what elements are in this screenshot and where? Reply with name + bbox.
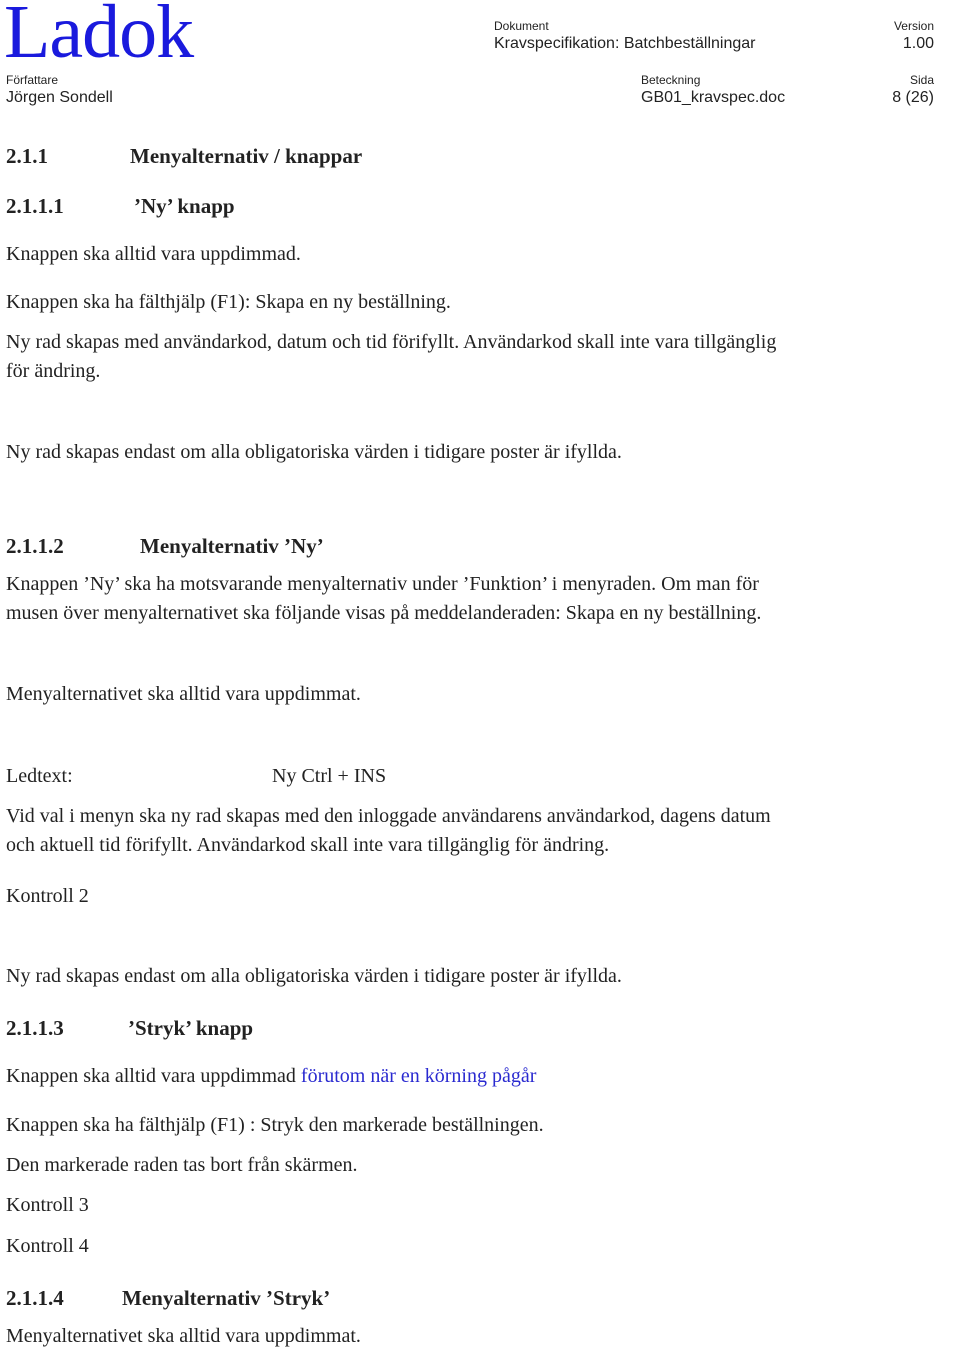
ledtext-label: Ledtext: (6, 765, 73, 787)
paragraph (6, 1066, 536, 1086)
paragraph-text: Knappen ska alltid vara uppdimmad (6, 1065, 301, 1087)
section-number: 2.1.1 (6, 144, 48, 168)
sida-label: Sida (909, 73, 934, 87)
beteckning-label: Beteckning (641, 73, 701, 87)
sida-value: 8 (26) (892, 89, 934, 106)
paragraph: och aktuell tid förifyllt. Användarkod skall inte vara tillgänglig för ändring. (6, 834, 610, 856)
section-heading: Menyalternativ / knappar (130, 144, 363, 168)
forfattare-label: Författare (6, 73, 59, 87)
kontroll-ref: Kontroll 3 (6, 1194, 89, 1216)
forfattare-value: Jörgen Sondell (6, 89, 113, 106)
paragraph: Knappen ’Ny’ ska ha motsvarande menyalternativ under ’Funktion’ i menyraden. Om man för (6, 573, 759, 595)
section-heading: ’Ny’ knapp (134, 194, 235, 218)
section-heading: Menyalternativ ’Ny’ (140, 534, 324, 558)
paragraph: Den markerade raden tas bort från skärmen. (6, 1154, 358, 1176)
section-number: 2.1.1.3 (6, 1016, 64, 1040)
paragraph: Knappen ska ha fälthjälp (F1): Skapa en ny beställning. (6, 291, 451, 313)
version-label: Version (893, 19, 934, 33)
paragraph: Vid val i menyn ska ny rad skapas med den inloggade användarens användarkod, dagens datum (6, 805, 771, 827)
section-number: 2.1.1.4 (6, 1286, 64, 1310)
section-number: 2.1.1.1 (6, 194, 64, 218)
paragraph: Knappen ska ha fälthjälp (F1) : Stryk den markerade beställningen. (6, 1114, 544, 1136)
dokument-value: Kravspecifikation: Batchbeställningar (494, 35, 756, 52)
version-value: 1.00 (902, 35, 934, 52)
paragraph: Ny rad skapas endast om alla obligatoriska värden i tidigare poster är ifyllda. (6, 965, 622, 987)
highlighted-text: förutom när en körning pågår (300, 1065, 537, 1087)
ledtext-value: Ny Ctrl + INS (272, 765, 387, 787)
paragraph: Knappen ska alltid vara uppdimmad. (6, 243, 301, 265)
paragraph: Ny rad skapas med användarkod, datum och tid förifyllt. Användarkod skall inte vara tillgänglig (6, 331, 777, 353)
ladok-logo: Ladok (4, 0, 194, 74)
dokument-label: Dokument (494, 19, 549, 33)
kontroll-ref: Kontroll 4 (6, 1235, 89, 1257)
paragraph: Ny rad skapas endast om alla obligatoriska värden i tidigare poster är ifyllda. (6, 441, 622, 463)
section-number: 2.1.1.2 (6, 534, 64, 558)
kontroll-ref: Kontroll 2 (6, 885, 89, 907)
paragraph: musen över menyalternativet ska följande visas på meddelanderaden: Skapa en ny beställning. (6, 602, 762, 624)
paragraph: Menyalternativet ska alltid vara uppdimmat. (6, 1325, 361, 1347)
section-heading: Menyalternativ ’Stryk’ (122, 1286, 331, 1310)
paragraph: Menyalternativet ska alltid vara uppdimmat. (6, 683, 361, 705)
beteckning-value: GB01_kravspec.doc (641, 89, 786, 106)
paragraph: för ändring. (6, 360, 101, 382)
section-heading: ’Stryk’ knapp (128, 1016, 254, 1040)
